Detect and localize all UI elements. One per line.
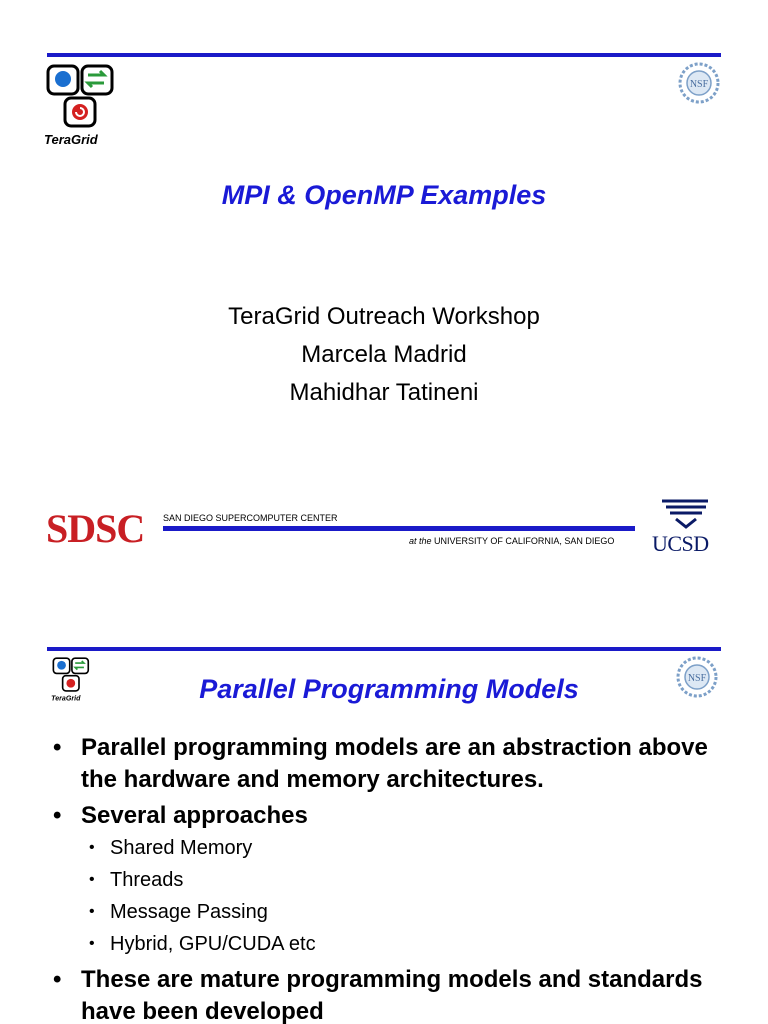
bullet-dot-icon: • [53, 966, 62, 993]
sub-bullet-text: Hybrid, GPU/CUDA etc [110, 933, 316, 955]
sub-bullet-text: Message Passing [110, 901, 268, 923]
top-rule [47, 53, 721, 57]
at-the-text: at the [409, 536, 432, 546]
ucsd-logo-text: UCSD [652, 531, 709, 556]
sub-bullet-dot-icon: • [89, 903, 95, 920]
teragrid-logo-text: TeraGrid [44, 132, 98, 147]
footer-rule [163, 526, 635, 531]
teragrid-logo-text: TeraGrid [51, 694, 81, 703]
bullet-dot-icon: • [53, 734, 62, 761]
slide-title: MPI & OpenMP Examples [221, 180, 547, 210]
university-line [409, 536, 614, 546]
sdsc-logo: SDSC [46, 506, 145, 551]
sub-bullet-dot-icon: • [89, 935, 95, 952]
bullet-item [53, 964, 733, 1024]
top-rule [47, 647, 721, 651]
slide-title: Parallel Programming Models [199, 674, 579, 704]
teragrid-logo-icon [44, 62, 124, 155]
subtitle-author-2: Mahidhar Tatineni [289, 379, 479, 406]
sub-bullet-dot-icon: • [89, 839, 95, 856]
nsf-seal-text: NSF [689, 79, 709, 90]
content-slide [0, 600, 768, 1024]
bullet-list [53, 732, 733, 1024]
sub-bullet-item [53, 896, 733, 928]
bullet-text: These are mature programming models and standards have been developed [81, 966, 703, 1024]
university-name: UNIVERSITY OF CALIFORNIA, SAN DIEGO [434, 536, 615, 546]
bullet-item [53, 732, 733, 796]
sub-bullet-dot-icon: • [89, 871, 95, 888]
bullet-dot-icon: • [53, 802, 62, 829]
sub-bullet-item [53, 832, 733, 864]
bullet-item [53, 800, 733, 832]
sub-bullet-item [53, 864, 733, 896]
subtitle-workshop: TeraGrid Outreach Workshop [228, 303, 540, 330]
nsf-seal-text: NSF [687, 673, 707, 684]
sub-bullet-text: Shared Memory [110, 837, 253, 859]
center-name: SAN DIEGO SUPERCOMPUTER CENTER [163, 513, 338, 523]
bullet-text: Parallel programming models are an abstraction above the hardware and memory architectures. [81, 734, 708, 793]
subtitle-author-1: Marcela Madrid [301, 341, 467, 368]
nsf-seal-icon [678, 62, 720, 109]
sub-bullet-text: Threads [110, 869, 184, 891]
bullet-text: Several approaches [81, 802, 308, 829]
sub-bullet-item [53, 928, 733, 960]
